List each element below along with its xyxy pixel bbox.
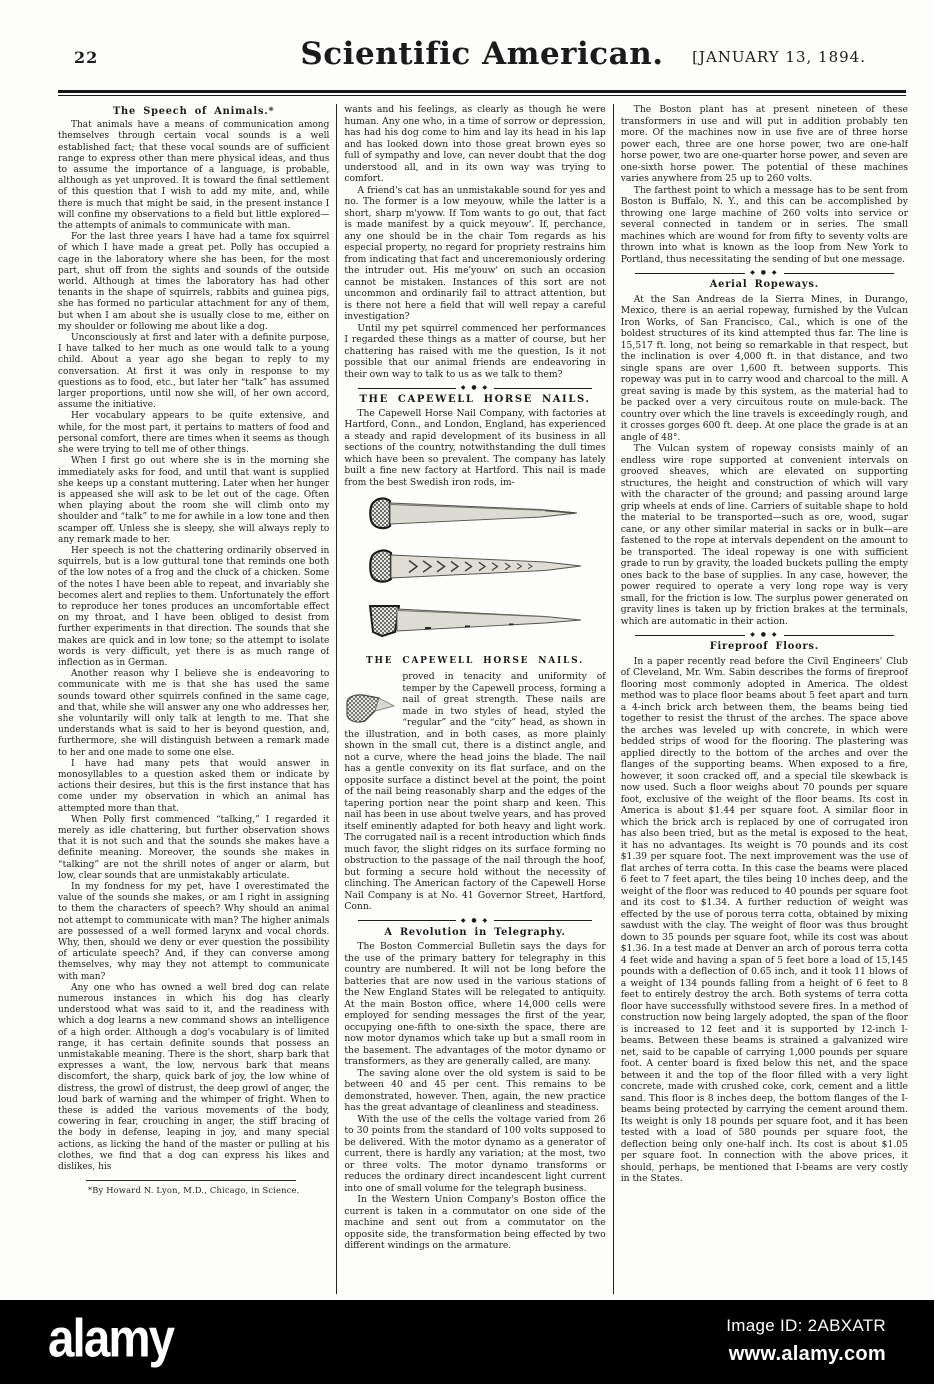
paragraph: Until my pet squirrel commenced her performances I regarded these things as a matter of course, but her chattering has raised with me the question, Is it not possible that our animal friends are endeavoring in their own way to talk to us as we talk to them? bbox=[344, 322, 606, 380]
issue-date: [JANUARY 13, 1894. bbox=[692, 48, 866, 66]
article-title: The Speech of Animals.* bbox=[112, 106, 275, 117]
figure-caption: THE CAPEWELL HORSE NAILS. bbox=[365, 655, 585, 666]
masthead-title: Scientific American. bbox=[300, 36, 664, 72]
horse-nail-corrugated bbox=[370, 550, 581, 581]
paragraph: The saving alone over the old system is said to be between 40 and 45 per cent. This remains to be demonstrated, however. Then, again, the new practice has the great advantage of cleanliness and steadiness. bbox=[344, 1067, 606, 1113]
section-divider bbox=[358, 918, 591, 924]
paragraph: Any one who has owned a well bred dog can relate numerous instances in which his dog has clearly understood what was said to it, and the readiness with which a dog learns a new command shows an intelligence of a high order. Although a dog's vocabulary is of limited range, it has certain definite sounds that possess an unmistakable meaning. There is the short, sharp bark that expresses a want, the low, nervous bark that means discomfort, the sharp, quick bark of joy, the low whine of distress, the growl of distrust, the deep growl of anger, the loud bark of warning and the whimper of fright. When to these is added the various movements of the body, cowering in fear, crouching in anger, the stiff bracing of the body in defense, leaping in joy, and many special actions, as licking the hand of the master or pulling at his clothes, we find that a dog can express his likes and dislikes, his bbox=[58, 982, 330, 1173]
footnote-rule bbox=[86, 1180, 296, 1181]
paragraph: Her vocabulary appears to be quite extensive, and while, for the most part, it pertains to matters of food and personal comfort, there are times when it seems as though she were trying to tell me of other things. bbox=[58, 411, 330, 456]
paragraph: Another reason why I believe she is endeavoring to communicate with me is that she has used the same sounds toward other squirrels confined in the same cage, and that, while she will answer any one who addresses her, she voluntarily will only talk at length to me. That she understands what is said to her is beyond question, and, furthermore, she will distinguish between a remark made to her and one made to some one else. bbox=[58, 669, 330, 758]
horse-nails-illustration bbox=[357, 493, 593, 651]
paragraph: The Boston plant has at present nineteen of these transformers in use and will put in addition probably ten more. Of the machines now in use five are of three horse power each, three are one horse power, two are one-half horse power, two are one-quarter horse power, and seven are one-sixth horse power. The potential of these machines varies anywhere from 25 up to 260 volts. bbox=[620, 104, 908, 184]
ropeways-article-title: Aerial Ropeways. bbox=[709, 279, 819, 290]
watermark-bar bbox=[0, 1300, 934, 1384]
section-divider bbox=[358, 385, 591, 391]
nail-head-cut-figure bbox=[344, 693, 396, 725]
paragraph: The Capewell Horse Nail Company, with factories at Hartford, Conn., and London, England, has experienced a steady and rapid development of its business in all sections of the country, notwithstanding the dull times which have been so prevalent. The company has lately built a fine new factory at Hartford. This nail is made from the best Swedish iron rods, im- bbox=[344, 407, 606, 488]
paragraph: When Polly first commenced “talking,” I regarded it merely as idle chattering, but further observation shows that it is not such and that the sounds she makes have a definite meaning. Moreover, the sounds she makes in “talking” are not the shrill notes of anger or alarm, but low, clear sounds that are unmistakably articulate. bbox=[58, 814, 330, 881]
paragraph: With the use of the cells the voltage varied from 26 to 30 points from the standard of 100 volts supposed to be delivered. With the motor dynamo as a generator of current, there is hardly any variation; at the most, two or three volts. The motor dynamo transforms or reduces the ordinary direct incandescent light current into one of small volume for the telegraph business. bbox=[344, 1113, 606, 1194]
article-speech-of-animals bbox=[58, 104, 329, 1294]
column-2 bbox=[344, 104, 605, 1294]
paragraph: In the Western Union Company's Boston office the current is taken in a commutator on one side of the machine and sent out from a commutator on the opposite side, the transformation being effected by two different windings on the armature. bbox=[344, 1194, 606, 1251]
column-3 bbox=[621, 104, 908, 1294]
divider-ornament-icon: ◆ ● ◆ bbox=[750, 269, 779, 276]
alamy-url-text: www.alamy.com bbox=[728, 1343, 886, 1365]
image-id-text: Image ID: 2ABXATR bbox=[726, 1316, 886, 1335]
paragraph: In my fondness for my pet, have I overestimated the value of the sounds she makes, or am I right in assigning to them the characters of speech? Why should an animal not attempt to communicate with man? The higher animals are possessed of a well formed larynx and vocal chords. Why, then, should we deny or ever question the possibility of articulate speech? And, if they can converse among themselves, why may they not attempt to communicate with man? bbox=[58, 882, 330, 982]
page-columns bbox=[58, 104, 908, 1294]
footnote bbox=[58, 1180, 329, 1196]
page-number: 22 bbox=[74, 48, 99, 67]
paragraph: I have had many pets that would answer in monosyllables to a question asked them or indicate by actions their desires, but this is the first instance that has come under my observation in which an animal has attempted more than that. bbox=[58, 758, 330, 814]
divider-ornament-icon: ◆ ● ◆ bbox=[460, 384, 490, 391]
paragraph: That animals have a means of communication among themselves through certain vocal sounds is a well established fact; that these vocal sounds are of sufficient range to express other than mere physical ideas, and thus to assume the importance of a language, is probable, although as yet unproved. It is toward the final settlement of this question that I wish to add my mite, and, while there is much that might be said, in the present instance I will confine my observations to a field but little explored—the attempts of animals to communicate with man. bbox=[58, 120, 330, 232]
paragraph-with-cut bbox=[344, 671, 605, 913]
header-double-rule bbox=[58, 90, 906, 96]
paragraph: In a paper recently read before the Civil Engineers' Club of Cleveland, Mr. Wm. Sabin describes the forms of fireproof flooring most commonly adopted in America. The oldest method was to place floor beams about 5 feet apart and turn a 4-inch brick arch between them, the beams being tied together to resist the thrust of the arches. The space above the arches was leveled up with concrete, in which were bedded strips of wood for the flooring. The plastering was applied directly to the bottom of the arches and over the flanges of the supporting beams. When exposed to a fire, however, it soon cracked off, and a special tile skewback is now used. Such a floor weighs about 70 pounds per square foot, exclusive of the weight of the floor beams. Its cost in America is about $1.44 per square foot. A similar floor in which the brick arch is replaced by one of corrugated iron has also been tried, but as the metal is exposed to the heat, it has no advantages. Its weight is 70 pounds and its cost $1.39 per square foot. The next improvement was the use of flat arches of terra cotta. In this case the beams were placed 6 feet to 7 feet apart, the tiles being 10 inches deep, and the weight of the floor was reduced to 40 pounds per square foot and its cost to $1.34. A further reduction of weight was effected by the use of porous terra cotta, obtained by mixing sawdust with the clay. The weight of floor was thus brought down to 35 pounds per square foot, while its cost was about $1.36. In a test made at Denver an arch of porous terra cotta 4 feet wide and having a span of 5 feet bore a load of 15,145 pounds with a deflection of 0.65 inch, and it took 11 blows of a weight of 134 pounds falling from a height of 6 feet to 8 feet to entirely destroy the arch. Both systems of terra cotta floor have successfully withstood severe fires. In a method of construction now being largely adopted, the span of the floor is increased to 12 feet and it is supported by 12-inch I-beams. Between these beams is strained a galvanized wire net, said to be capable of carrying 1,000 pounds per square foot. A center board is fixed below this net, and the space between it and the top of the floor filled with a very light concrete, made with crushed coke, cork, cement and a little sand. This floor is 8 inches deep, the bottom flanges of the I-beams being protected by carrying the cement around them. Its weight is only 18 pounds per square foot, and it has been tested with a load of 580 pounds per square foot, the deflection being only one-half inch. Its cost is about $1.05 per square foot. In connection with the above prices, it should, perhaps, be mentioned that I-beams are very costly in the States. bbox=[620, 655, 908, 1184]
column-divider-rule bbox=[613, 104, 614, 1294]
section-divider bbox=[635, 270, 894, 276]
horse-nail-city-head bbox=[370, 606, 581, 636]
paragraph: For the last three years I have had a tame fox squirrel of which I have made a great pet. Polly has occupied a cage in the laboratory where she has been, for the most part, shut off from the sights and sounds of the outside world. Although at times the laboratory has had other tenants in the shape of squirrels, rabbits and guinea pigs, she has formed no particular attachment for any of them, but when I am about she is usually close to me, either on my shoulder or following me about like a dog. bbox=[58, 232, 330, 332]
capewell-nails-figure bbox=[344, 493, 605, 655]
paragraph: The Vulcan system of ropeway consists mainly of an endless wire rope supported at convenient intervals on grooved sheaves, which are elevated on supporting structures, the height and construction of which will vary with the character of the ground; and passing around large grip wheels at ends of line. Carriers of suitable shape to hold the material to be transported—such as ore, wood, sugar cane, or any other similar material in sacks or in bulk—are fastened to the rope at intervals dependent on the amount to be transported. The ideal ropeway is one with sufficient grade to run by gravity, the loaded buckets pulling the empty ones back to the base of supplies. In any case, however, the power required to operate a very long rope way is very small, for the friction is low. The surplus power generated on gravity lines is taken up by friction brakes at the terminals, which are automatic in their action. bbox=[620, 443, 908, 627]
paragraph: Unconsciously at first and later with a definite purpose, I have talked to her much as one would talk to a young child. About a year ago she began to reply to my conversation. At first it was only in response to my questions as to food, etc., but later her “talk” has assumed larger proportions, until now she will, of her own accord, assume the initiative. bbox=[58, 333, 330, 411]
paragraph: The farthest point to which a message has to be sent from Boston is Buffalo, N. Y., and this can be accomplished by throwing one large machine of 260 volts into service or several connected in tandem or in series. The small machines which are wound for from fifty to seventy volts are thrown into what is known as the loop from New York to Portland, thus necessitating the sending of but one message. bbox=[620, 184, 908, 265]
alamy-logo: alamy bbox=[48, 1308, 174, 1369]
paragraph: At the San Andreas de la Sierra Mines, in Durango, Mexico, there is an aerial ropeway, furnished by the Vulcan Iron Works, of San Francisco, Cal., which is one of the boldest structures of its kind attempted thus far. The line is 15,517 ft. long, not being so remarkable in that respect, but the inclination is over 4,000 ft. in that distance, and two single spans are over 1,600 ft. between supports. This ropeway was put in to carry wood and charcoal to the mill. A great saving is made by this system, as the material had to be packed over a very circuitous route on mule-back. The country over which the line travels is exceedingly rough, and it crosses gorges 600 ft. deep. At one place the grade is at an angle of 48°. bbox=[620, 293, 908, 443]
paragraph: When I first go out where she is in the morning she immediately asks for food, and until that want is supplied she keeps up a constant muttering. Later when her hunger is appeased she will ask to be let out of the cage. Often when playing about the room she will climb onto my shoulder and “talk” to me for awhile in a low tone and then scamper off. Unless she is sleepy, she will always reply to any remark made to her. bbox=[58, 456, 330, 545]
fireproof-article-title: Fireproof Floors. bbox=[709, 641, 819, 652]
paragraph: A friend's cat has an unmistakable sound for yes and no. The former is a low meyouw, while the latter is a short, sharp m'yoww. If Tom wants to go out, that fact is made manifest by a quick meyouw'. If, perchance, any one should be in the chair Tom regards as his especial property, no regard for propriety restrains him from indicating that fact and unceremoniously ordering the intruder out. His me'youw' on such an occasion cannot be mistaken. Instances of this sort are not uncommon and ordinarily fail to attract attention, but is there not here a field that will well repay a careful investigation? bbox=[344, 184, 606, 322]
column-divider-rule bbox=[336, 104, 337, 1294]
paragraph: Her speech is not the chattering ordinarily observed in squirrels, but is a low guttural tone that reminds one both of the low notes of a frog and the cluck of a chicken. Some of the notes I have been able to repeat, and invariably she becomes alert and replies to them. Unfortunately the effort to reproduce her tones produces an uncomfortable effect on my throat, and I have been obliged to desist from further experiments in that direction. The sounds that she makes are quick and in low tone; so the attempt to isolate words is very difficult, yet there is as much range of inflection as in German. bbox=[58, 545, 330, 668]
horse-nail-plain bbox=[370, 498, 577, 528]
footnote-text: *By Howard N. Lyon, M.D., Chicago, in Science. bbox=[87, 1185, 300, 1196]
paragraph: wants and his feelings, as clearly as though he were human. Any one who, in a time of sorrow or depression, has had his dog come to him and lay its head in his lap and has looked down into those great brown eyes so full of sympathy and love, can never doubt that the dog understood all, and in its own way was trying to comfort. bbox=[344, 104, 606, 184]
watermark-meta bbox=[726, 1316, 886, 1366]
paragraph: proved in tenacity and uniformity of temper by the Capewell process, forming a nail of great strength. These nails are made in two styles of head, styled the “regular” and the “city” head, as shown in the illustration, and in both cases, as more plainly shown in the small cut, there is a distinct angle, and not a curve, where the head joins the blade. The nail has a gentle convexity on its flat surface, and on the opposite surface a distinct bevel at the point, the point of the nail being reasonably sharp and the edges of the tapering portion near the point sharp and keen. This nail has been in use about twelve years, and has proved itself eminently adapted for both heavy and light work. The corrugated nail is a recent introduction which finds much favor, the slight ridges on its surface forming no obstruction to the passage of the nail through the hoof, but forming a secure hold without the necessity of clinching. The American factory of the Capewell Horse Nail Company is at No. 41 Governor Street, Hartford, Conn. bbox=[344, 671, 606, 912]
divider-ornament-icon: ◆ ● ◆ bbox=[750, 631, 779, 638]
telegraphy-article-title: A Revolution in Telegraphy. bbox=[384, 926, 566, 938]
page-header bbox=[58, 36, 906, 84]
capewell-article-title: THE CAPEWELL HORSE NAILS. bbox=[359, 394, 591, 405]
section-divider bbox=[635, 632, 894, 638]
divider-ornament-icon: ◆ ● ◆ bbox=[460, 916, 490, 924]
paragraph: The Boston Commercial Bulletin says the days for the use of the primary battery for telegraphy in this country are numbered. It will not be long before the batteries that are now used in the various stations of the New England States will be relegated to antiquity. At the main Boston office, where 14,000 cells were employed for sending messages the first of the year, occupying one-fifth to one-sixth the space, there are now motor dynamos which take up but a small room in the basement. The advantages of the motor dynamo or transformers, as they are generally called, are many. bbox=[344, 941, 606, 1067]
